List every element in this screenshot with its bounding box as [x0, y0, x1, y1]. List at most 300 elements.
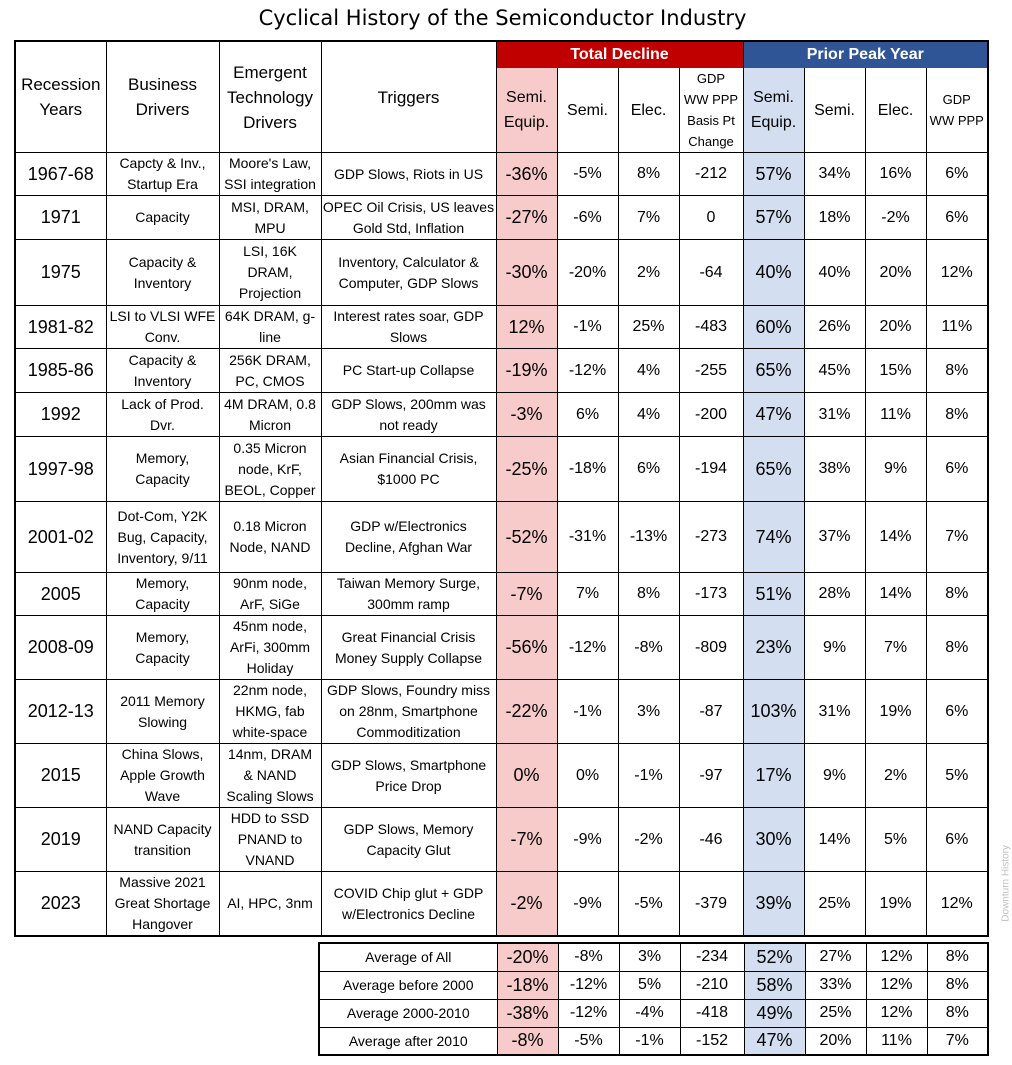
pp-semi-equip-cell: 57% [743, 196, 804, 240]
pp-elec-cell: 11% [865, 393, 926, 437]
text-line: w/Electronics Decline [341, 905, 476, 922]
text-line: LSI, 16K [243, 243, 297, 259]
table-row [15, 306, 988, 349]
text-line: Equip. [750, 114, 797, 131]
td-elec-cell: 2% [618, 240, 679, 306]
text-line: MSI, DRAM, [231, 198, 309, 215]
td-gdp-cell: -809 [679, 616, 743, 680]
summary-pp-cell: 8% [927, 943, 988, 971]
pp-semi-equip-cell: 40% [743, 240, 804, 306]
pp-gdp-cell: 6% [926, 437, 988, 502]
summary-pp-cell: 12% [866, 999, 927, 1027]
text-line: Emergent [233, 62, 307, 82]
pp-semi-equip-cell: 23% [743, 616, 804, 680]
triggers-cell [321, 437, 496, 502]
summary-td-cell: -5% [558, 1027, 619, 1055]
summary-pp-cell: 25% [805, 999, 866, 1027]
text-line: Inventory, Calculator & [338, 253, 479, 270]
triggers-cell [321, 616, 496, 680]
technology-drivers-cell [219, 616, 321, 680]
recession-years-cell: 1975 [15, 240, 106, 306]
summary-row [319, 1027, 988, 1055]
pp-semi-cell: 37% [804, 502, 865, 573]
text-line: WW PPP [683, 92, 739, 107]
pp-elec-cell: 20% [865, 306, 926, 349]
td-elec-cell: -8% [618, 616, 679, 680]
business-drivers-cell [106, 744, 219, 808]
pp-semi-cell: 40% [804, 240, 865, 306]
td-semi-cell: 6% [557, 393, 618, 437]
table-row [15, 437, 988, 502]
text-line: Elec. [877, 101, 914, 119]
text-line: Decline, Afghan War [344, 539, 473, 555]
pp-gdp-cell: 8% [926, 616, 988, 680]
technology-drivers-cell [219, 744, 321, 808]
td-elec-cell: 3% [618, 680, 679, 744]
text-line: Triggers [377, 87, 440, 107]
text-line: Conv. [144, 329, 181, 345]
summary-td-cell: -38% [497, 999, 558, 1027]
summary-pp-cell: 52% [744, 943, 805, 971]
summary-td-cell: 3% [619, 943, 680, 971]
triggers-cell [321, 573, 496, 616]
td-semi-equip-cell: -2% [496, 872, 557, 937]
business-drivers-cell [106, 240, 219, 306]
text-line: Scaling Slows [226, 788, 314, 804]
summary-pp-cell: 27% [805, 943, 866, 971]
pp-semi-equip-cell: 51% [743, 573, 804, 616]
pp-semi-cell: 18% [804, 196, 865, 240]
text-line: Memory, [135, 450, 190, 466]
text-line: GDP Slows, Foundry miss [326, 682, 491, 698]
pp-semi-equip-cell: 47% [743, 393, 804, 437]
pp-gdp-cell: 5% [926, 744, 988, 808]
triggers-cell [321, 349, 496, 393]
summary-row [319, 999, 988, 1027]
text-line: Capacity & [128, 351, 197, 368]
header-td-semi [557, 68, 618, 153]
summary-label-cell: Average after 2010 [319, 1027, 497, 1055]
text-line: Dvr. [150, 416, 175, 433]
business-drivers-cell [106, 153, 219, 196]
recession-years-cell: 2019 [15, 808, 106, 872]
td-semi-equip-cell: -19% [496, 349, 557, 393]
text-line: 14nm, DRAM [227, 746, 313, 762]
pp-semi-equip-cell: 74% [743, 502, 804, 573]
summary-td-cell: -20% [497, 943, 558, 971]
pp-semi-equip-cell: 60% [743, 306, 804, 349]
header-td-semi-equip [496, 68, 557, 153]
td-gdp-cell: -255 [679, 349, 743, 393]
business-drivers-cell [106, 680, 219, 744]
td-elec-cell: 8% [618, 573, 679, 616]
text-line: Drivers [243, 112, 297, 132]
pp-gdp-cell: 12% [926, 872, 988, 937]
pp-elec-cell: 5% [865, 808, 926, 872]
prior-peak-band: Prior Peak Year [743, 41, 988, 68]
total-decline-band: Total Decline [496, 41, 743, 68]
text-line: on 28nm, Smartphone [339, 703, 478, 719]
recession-years-cell: 2008-09 [15, 616, 106, 680]
table-row [15, 808, 988, 872]
td-semi-cell: -31% [557, 502, 618, 573]
text-line: Node, NAND [229, 539, 311, 555]
text-line: Apple Growth [120, 767, 205, 783]
td-elec-cell: -5% [618, 872, 679, 937]
side-label: Downturn History [1001, 845, 1012, 922]
summary-pp-cell: 11% [866, 1027, 927, 1055]
technology-drivers-cell [219, 573, 321, 616]
recession-years-cell: 2012-13 [15, 680, 106, 744]
pp-elec-cell: 14% [865, 502, 926, 573]
td-semi-cell: -20% [557, 240, 618, 306]
summary-row [319, 971, 988, 999]
header-pp-elec [865, 68, 926, 153]
pp-semi-equip-cell: 103% [743, 680, 804, 744]
text-line: Startup Era [127, 176, 198, 192]
td-semi-cell: -1% [557, 680, 618, 744]
recession-years-cell: 1997-98 [15, 437, 106, 502]
text-line: 0.18 Micron [233, 518, 307, 534]
technology-drivers-cell [219, 872, 321, 937]
recession-years-cell: 1992 [15, 393, 106, 437]
summary-pp-cell: 49% [744, 999, 805, 1027]
header-td-gdp [679, 68, 743, 153]
pp-semi-equip-cell: 57% [743, 153, 804, 196]
pp-gdp-cell: 8% [926, 573, 988, 616]
summary-td-cell: -12% [558, 971, 619, 999]
technology-drivers-cell [219, 808, 321, 872]
td-semi-equip-cell: -30% [496, 240, 557, 306]
text-line: Semi. [567, 101, 608, 119]
text-line: Technology [226, 87, 313, 107]
td-gdp-cell: -194 [679, 437, 743, 502]
summary-td-cell: -1% [619, 1027, 680, 1055]
td-semi-equip-cell: -36% [496, 153, 557, 196]
td-elec-cell: 25% [618, 306, 679, 349]
td-elec-cell: -13% [618, 502, 679, 573]
text-line: OPEC Oil Crisis, US leaves [322, 198, 495, 215]
pp-elec-cell: 14% [865, 573, 926, 616]
recession-years-cell: 2023 [15, 872, 106, 937]
pp-elec-cell: -2% [865, 196, 926, 240]
summary-label-cell: Average of All [319, 943, 497, 971]
text-line: not ready [379, 416, 438, 433]
td-gdp-cell: 0 [679, 196, 743, 240]
recession-years-cell: 2001-02 [15, 502, 106, 573]
pp-semi-cell: 38% [804, 437, 865, 502]
text-line: HKMG, fab [235, 703, 305, 719]
text-line: HDD to SSD [230, 810, 310, 826]
summary-pp-cell: 47% [744, 1027, 805, 1055]
pp-gdp-cell: 6% [926, 680, 988, 744]
td-semi-equip-cell: -3% [496, 393, 557, 437]
summary-label-cell: Average 2000-2010 [319, 999, 497, 1027]
td-semi-cell: -18% [557, 437, 618, 502]
technology-drivers-cell [219, 437, 321, 502]
text-line: Business [128, 75, 197, 94]
td-elec-cell: -2% [618, 808, 679, 872]
table-row [15, 680, 988, 744]
text-line: COVID Chip glut + GDP [333, 884, 484, 901]
text-line: Slows [389, 329, 428, 345]
text-line: Great Shortage [114, 895, 211, 911]
business-drivers-cell [106, 573, 219, 616]
table-row [15, 393, 988, 437]
triggers-cell [321, 872, 496, 937]
pp-semi-cell: 9% [804, 616, 865, 680]
td-semi-cell: -5% [557, 153, 618, 196]
text-line: GDP w/Electronics [350, 518, 467, 534]
summary-td-cell: 5% [619, 971, 680, 999]
text-line: Inventory [133, 274, 192, 291]
business-drivers-cell [106, 349, 219, 393]
table-row [15, 349, 988, 393]
td-semi-equip-cell: -52% [496, 502, 557, 573]
business-drivers-cell [106, 616, 219, 680]
pp-semi-cell: 45% [804, 349, 865, 393]
header-technology-drivers [219, 41, 321, 153]
text-line: Computer, GDP Slows [338, 274, 479, 291]
td-gdp-cell: -87 [679, 680, 743, 744]
summary-td-cell: -418 [680, 999, 744, 1027]
table-row [15, 872, 988, 937]
pp-gdp-cell: 8% [926, 393, 988, 437]
header-pp-gdp [926, 68, 988, 153]
summary-pp-cell: 58% [744, 971, 805, 999]
td-elec-cell: 4% [618, 349, 679, 393]
triggers-cell [321, 393, 496, 437]
td-semi-cell: -9% [557, 808, 618, 872]
business-drivers-cell [106, 437, 219, 502]
table-row [15, 153, 988, 196]
td-semi-cell: -6% [557, 196, 618, 240]
td-gdp-cell: -46 [679, 808, 743, 872]
text-line: 45nm node, [233, 618, 307, 634]
td-semi-cell: 0% [557, 744, 618, 808]
text-line: 256K DRAM, [229, 351, 311, 368]
summary-td-cell: -152 [680, 1027, 744, 1055]
text-line: SSI integration [224, 176, 316, 192]
technology-drivers-cell [219, 502, 321, 573]
technology-drivers-cell [219, 306, 321, 349]
summary-pp-cell: 7% [927, 1027, 988, 1055]
td-semi-cell: -1% [557, 306, 618, 349]
triggers-cell [321, 306, 496, 349]
business-drivers-cell [106, 196, 219, 240]
text-line: Drivers [135, 100, 190, 119]
text-line: Elec. [630, 101, 667, 119]
pp-gdp-cell: 8% [926, 349, 988, 393]
text-line: GDP [696, 71, 726, 86]
text-line: PC Start-up Collapse [342, 362, 475, 378]
recession-years-cell: 1971 [15, 196, 106, 240]
text-line: Basis Pt [687, 113, 735, 128]
text-line: NAND Capacity [113, 820, 212, 837]
business-drivers-cell [106, 306, 219, 349]
pp-elec-cell: 7% [865, 616, 926, 680]
pp-gdp-cell: 12% [926, 240, 988, 306]
text-line: $1000 PC [377, 471, 440, 487]
td-semi-equip-cell: 12% [496, 306, 557, 349]
header-business-drivers [106, 41, 219, 153]
td-elec-cell: 4% [618, 393, 679, 437]
header-triggers [321, 41, 496, 153]
summary-td-cell: -234 [680, 943, 744, 971]
business-drivers-cell [106, 393, 219, 437]
text-line: & NAND [243, 767, 297, 783]
table-row [15, 502, 988, 573]
text-line: GDP Slows, Memory [343, 820, 474, 837]
td-semi-cell: -9% [557, 872, 618, 937]
pp-elec-cell: 16% [865, 153, 926, 196]
table-row [15, 240, 988, 306]
text-line: DRAM, [247, 264, 293, 280]
text-line: Capacity Glut [366, 841, 451, 858]
pp-semi-equip-cell: 17% [743, 744, 804, 808]
td-semi-equip-cell: -7% [496, 808, 557, 872]
summary-label-cell: Average before 2000 [319, 971, 497, 999]
td-gdp-cell: -200 [679, 393, 743, 437]
table-row [15, 616, 988, 680]
td-gdp-cell: -212 [679, 153, 743, 196]
text-line: 2011 Memory [120, 692, 205, 709]
td-semi-equip-cell: -25% [496, 437, 557, 502]
header-td-elec [618, 68, 679, 153]
text-line: Massive 2021 [119, 874, 206, 890]
summary-pp-cell: 8% [927, 999, 988, 1027]
summary-pp-cell: 20% [805, 1027, 866, 1055]
text-line: Money Supply Collapse [334, 649, 483, 666]
text-line: Capacity [135, 596, 190, 612]
td-elec-cell: 6% [618, 437, 679, 502]
text-line: 90nm node, [233, 575, 307, 591]
td-semi-cell: -12% [557, 616, 618, 680]
text-line: Capacity [135, 649, 190, 666]
summary-pp-cell: 8% [927, 971, 988, 999]
text-line: MPU [254, 219, 286, 236]
summary-td-cell: -18% [497, 971, 558, 999]
text-line: 300mm ramp [367, 596, 450, 612]
text-line: PNAND to [237, 831, 303, 847]
text-line: China Slows, [121, 746, 204, 762]
td-gdp-cell: -483 [679, 306, 743, 349]
triggers-cell [321, 744, 496, 808]
technology-drivers-cell [219, 196, 321, 240]
pp-elec-cell: 15% [865, 349, 926, 393]
text-line: Memory, [135, 628, 190, 645]
text-line: Projection [238, 285, 302, 301]
pp-semi-cell: 26% [804, 306, 865, 349]
text-line: Micron [248, 416, 291, 433]
text-line: 4M DRAM, 0.8 [224, 395, 316, 412]
text-line: 22nm node, [233, 682, 307, 698]
pp-semi-cell: 31% [804, 393, 865, 437]
recession-years-cell: 1985-86 [15, 349, 106, 393]
text-line: Semi. [753, 89, 794, 106]
text-line: Dot-Com, Y2K [117, 507, 208, 524]
pp-semi-cell: 31% [804, 680, 865, 744]
text-line: Asian Financial Crisis, [339, 450, 478, 466]
summary-td-cell: -210 [680, 971, 744, 999]
text-line: Slowing [137, 713, 188, 730]
text-line: GDP Slows, Smartphone [330, 756, 487, 773]
text-line: transition [134, 841, 191, 858]
td-elec-cell: -1% [618, 744, 679, 808]
pp-elec-cell: 19% [865, 680, 926, 744]
header-recession-years [15, 41, 106, 153]
td-elec-cell: 8% [618, 153, 679, 196]
pp-semi-cell: 9% [804, 744, 865, 808]
recession-years-cell: 2005 [15, 573, 106, 616]
pp-gdp-cell: 6% [926, 808, 988, 872]
summary-td-cell: -8% [558, 943, 619, 971]
text-line: Years [39, 100, 83, 119]
td-semi-equip-cell: -27% [496, 196, 557, 240]
text-line: 0.35 Micron [233, 439, 307, 456]
text-line: Gold Std, Inflation [352, 219, 465, 236]
text-line: Capacity [135, 209, 190, 225]
triggers-cell [321, 153, 496, 196]
business-drivers-cell [106, 808, 219, 872]
text-line: BEOL, Copper [224, 481, 316, 498]
text-line: Semi. [506, 89, 547, 106]
triggers-cell [321, 240, 496, 306]
td-gdp-cell: -379 [679, 872, 743, 937]
td-semi-equip-cell: -7% [496, 573, 557, 616]
pp-elec-cell: 9% [865, 437, 926, 502]
text-line: GDP Slows, 200mm was [331, 395, 486, 412]
text-line: Commoditization [356, 724, 461, 740]
summary-pp-cell: 33% [805, 971, 866, 999]
td-gdp-cell: -273 [679, 502, 743, 573]
text-line: Change [688, 134, 734, 149]
text-line: Inventory, 9/11 [117, 549, 208, 566]
pp-semi-cell: 14% [804, 808, 865, 872]
text-line: 64K DRAM, g- [224, 308, 316, 324]
td-gdp-cell: -97 [679, 744, 743, 808]
text-line: Price Drop [375, 777, 442, 794]
pp-semi-cell: 28% [804, 573, 865, 616]
text-line: Hangover [132, 916, 193, 932]
pp-gdp-cell: 6% [926, 196, 988, 240]
pp-semi-cell: 25% [804, 872, 865, 937]
summary-table [318, 942, 989, 1056]
text-line: PC, CMOS [235, 372, 305, 389]
table-row [15, 573, 988, 616]
text-line: Taiwan Memory Surge, [336, 575, 481, 591]
td-semi-cell: 7% [557, 573, 618, 616]
td-semi-equip-cell: -56% [496, 616, 557, 680]
pp-semi-equip-cell: 39% [743, 872, 804, 937]
text-line: Moore's Law, [228, 155, 312, 171]
text-line: Capacity [135, 471, 190, 487]
recession-years-cell: 1967-68 [15, 153, 106, 196]
history-table [14, 40, 989, 937]
text-line: LSI to VLSI WFE [109, 308, 216, 324]
table-row [15, 196, 988, 240]
td-semi-equip-cell: -22% [496, 680, 557, 744]
summary-pp-cell: 12% [866, 971, 927, 999]
text-line: VNAND [245, 852, 295, 868]
page-title: Cyclical History of the Semiconductor Industry [258, 6, 747, 30]
pp-elec-cell: 2% [865, 744, 926, 808]
technology-drivers-cell [219, 393, 321, 437]
pp-gdp-cell: 6% [926, 153, 988, 196]
text-line: white-space [232, 724, 308, 740]
text-line: Bug, Capacity, [117, 528, 208, 545]
technology-drivers-cell [219, 349, 321, 393]
